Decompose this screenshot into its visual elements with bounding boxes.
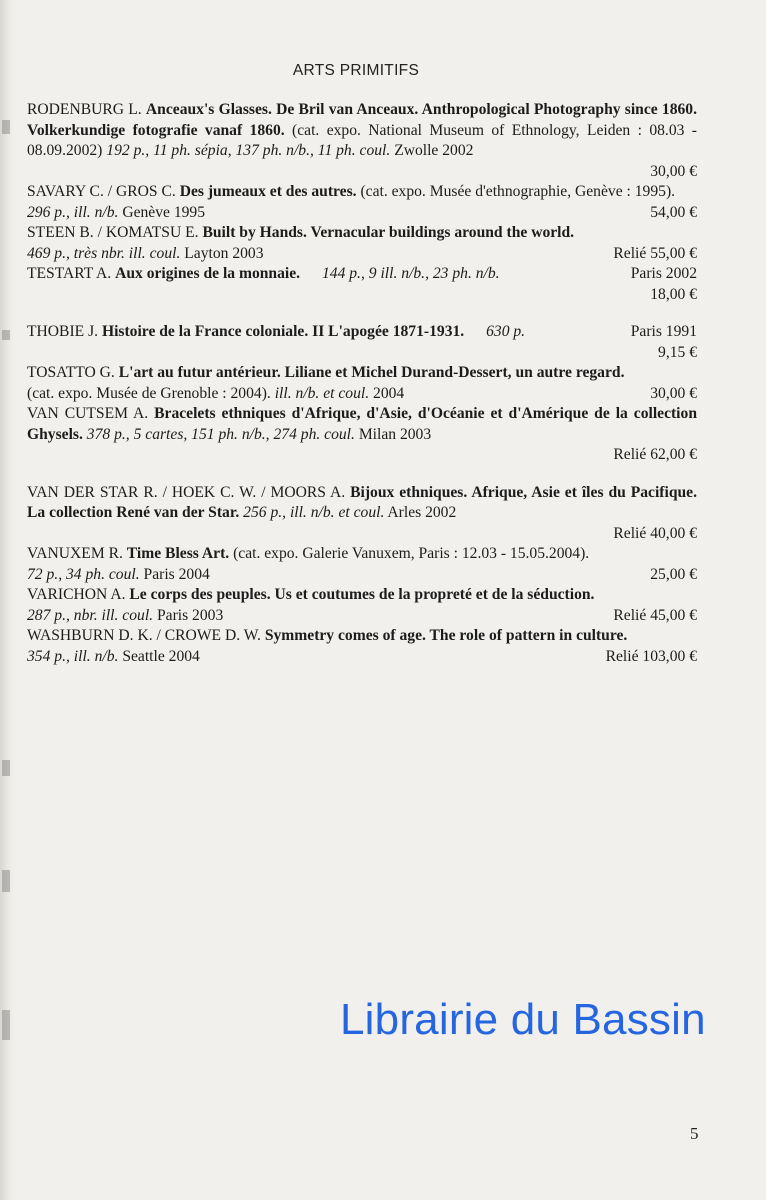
entry-title: Des jumeaux et des autres. xyxy=(179,183,357,200)
entry-note: (cat. expo. Galerie Vanuxem, Paris : 12.03 - 15.05.2004). xyxy=(233,545,590,562)
catalog-entry xyxy=(27,223,697,264)
catalog-entry xyxy=(27,626,697,667)
entry-description: 469 p., très nbr. ill. coul. xyxy=(27,244,181,262)
page-number: 5 xyxy=(690,1124,699,1143)
entry-note: (cat. expo. Musée de Grenoble : 2004). xyxy=(27,384,271,402)
catalog-entry xyxy=(27,100,697,182)
bleed-through-mark xyxy=(2,870,10,892)
bleed-through-mark xyxy=(2,760,10,776)
entry-author: VAN CUTSEM A. xyxy=(27,405,149,422)
entry-description: 192 p., 11 ph. sépia, 137 ph. n/b., 11 ph. coul. xyxy=(106,142,391,159)
entry-title: Bracelets ethniques d'Afrique, d'Asie, d'Océanie et d'Amérique de la collection Ghysels. xyxy=(27,405,697,443)
entry-publication: Paris 2002 xyxy=(630,265,697,282)
entry-description: 256 p., ill. n/b. et coul. xyxy=(243,504,385,521)
catalog-entry xyxy=(27,363,697,404)
entry-author: TESTART A. xyxy=(27,265,112,282)
catalog-entry xyxy=(27,322,697,363)
entry-description: 72 p., 34 ph. coul. xyxy=(27,565,140,583)
entry-title: Symmetry comes of age. The role of pattern in culture. xyxy=(264,627,628,644)
entry-author: STEEN B. / KOMATSU E. xyxy=(27,224,199,241)
entry-price: 30,00 € xyxy=(650,162,697,180)
entry-title: Time Bless Art. xyxy=(126,545,230,562)
entry-publication: Paris 2003 xyxy=(156,606,224,624)
entry-publication: Seattle 2004 xyxy=(122,647,200,665)
entry-title: L'art au futur antérieur. Liliane et Michel Durand-Dessert, un autre regard. xyxy=(118,364,625,381)
entry-author: TOSATTO G. xyxy=(27,364,115,381)
catalog-entry xyxy=(27,585,697,626)
entry-author: THOBIE J. xyxy=(27,323,99,340)
bookseller-watermark: Librairie du Bassin xyxy=(340,995,706,1044)
entry-author: SAVARY C. / GROS C. xyxy=(27,183,176,200)
bleed-through-mark xyxy=(2,120,10,134)
entry-title: Anceaux's Glasses. De Bril van Anceaux. Anthropological Photography since 1860. Volkerkundige fotografie vanaf 1860. xyxy=(27,101,697,139)
entry-title: Le corps des peuples. Us et coutumes de la propreté et de la séduction. xyxy=(129,586,595,603)
entry-title: Histoire de la France coloniale. II L'apogée 1871-1931. xyxy=(101,323,465,340)
entry-price: 18,00 € xyxy=(650,285,697,303)
entry-price: 25,00 € xyxy=(650,565,697,583)
entry-publication: Paris 1991 xyxy=(630,323,697,340)
entry-publication: Genève 1995 xyxy=(122,203,206,221)
entry-author: WASHBURN D. K. / CROWE D. W. xyxy=(27,627,261,644)
entry-description: 354 p., ill. n/b. xyxy=(27,647,119,665)
catalog-entry xyxy=(27,182,697,223)
section-header: ARTS PRIMITIFS xyxy=(292,62,420,79)
entry-publication: Arles 2002 xyxy=(387,504,457,521)
entry-description: 378 p., 5 cartes, 151 ph. n/b., 274 ph. coul. xyxy=(86,425,355,443)
entry-note: (cat. expo. Musée d'ethnographie, Genève : 1995). xyxy=(360,183,676,200)
entry-author: VANUXEM R. xyxy=(27,545,123,562)
catalog-entry xyxy=(27,544,697,585)
entry-price: Relié 103,00 € xyxy=(605,647,697,665)
entry-publication: Layton 2003 xyxy=(184,244,264,262)
catalog-entry xyxy=(27,404,697,466)
entry-title: Built by Hands. Vernacular buildings around the world. xyxy=(202,224,575,241)
entry-description: 144 p., 9 ill. n/b., 23 ph. n/b. xyxy=(321,265,500,282)
entry-price: Relié 45,00 € xyxy=(613,606,697,624)
catalog-entry xyxy=(27,483,697,545)
entry-publication: 2004 xyxy=(373,384,405,402)
entry-description: 287 p., nbr. ill. coul. xyxy=(27,606,154,624)
entry-description: ill. n/b. et coul. xyxy=(274,384,370,402)
entry-publication: Zwolle 2002 xyxy=(394,142,474,159)
entry-author: RODENBURG L. xyxy=(27,101,142,118)
entry-author: VAN DER STAR R. / HOEK C. W. / MOORS A. xyxy=(27,483,346,501)
entry-description: 296 p., ill. n/b. xyxy=(27,203,119,221)
catalog-list xyxy=(27,100,697,667)
entry-publication: Paris 2004 xyxy=(143,565,210,583)
entry-publication: Milan 2003 xyxy=(358,425,432,443)
entry-title: Bijoux ethniques. Afrique, Asie et îles du Pacifique. La collection René van der Star. xyxy=(27,483,697,521)
entry-price: Relié 55,00 € xyxy=(613,244,697,262)
bleed-through-mark xyxy=(2,330,10,340)
catalog-entry xyxy=(27,264,697,305)
entry-price: 9,15 € xyxy=(658,343,697,361)
entry-price: Relié 62,00 € xyxy=(613,446,697,463)
entry-title: Aux origines de la monnaie. xyxy=(115,265,301,282)
bleed-through-mark xyxy=(2,1010,10,1040)
entry-description: 630 p. xyxy=(486,323,526,340)
entry-author: VARICHON A. xyxy=(27,586,126,603)
entry-price: 30,00 € xyxy=(650,384,697,402)
entry-price: Relié 40,00 € xyxy=(613,524,697,542)
entry-note: (cat. expo. National Museum of Ethnology, Leiden : 08.03 - 08.09.2002) xyxy=(27,121,697,159)
entry-price: 54,00 € xyxy=(650,203,697,221)
